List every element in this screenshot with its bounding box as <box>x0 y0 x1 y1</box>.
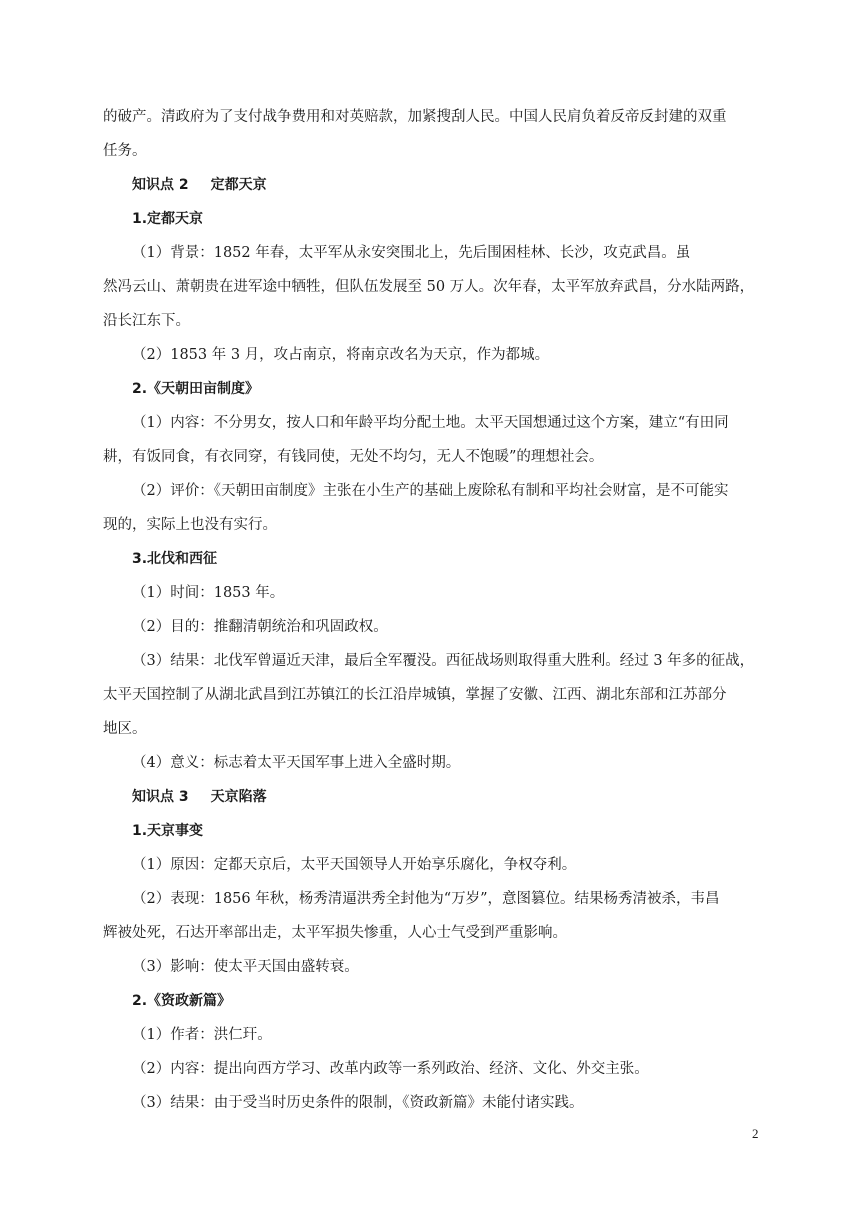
text-line: （3）结果：由于受当时历史条件的限制，《资政新篇》未能付诸实践。 <box>132 1095 584 1111</box>
knowledge-point-label: 知识点 3 <box>132 789 189 805</box>
text-line: （1）原因：定都天京后，太平天国领导人开始享乐腐化，争权夺利。 <box>132 857 577 873</box>
text-line: （1）背景：1852 年春，太平军从永安突围北上，先后围困桂林、长沙，攻克武昌。虽 <box>132 245 691 261</box>
text-line: 辉被处死，石达开率部出走，太平军损失惨重，人心士气受到严重影响。 <box>103 925 567 941</box>
knowledge-point-title: 定都天京 <box>210 177 267 193</box>
text-line: （2）内容：提出向西方学习、改革内政等一系列政治、经济、文化、外交主张。 <box>132 1061 649 1077</box>
knowledge-point-heading <box>103 780 758 814</box>
section-heading: 2.《天朝田亩制度》 <box>132 381 260 397</box>
text-line: 太平天国控制了从湖北武昌到江苏镇江的长江沿岸城镇，掌握了安徽、江西、湖北东部和江苏部分 <box>103 687 727 703</box>
text-line: 任务。 <box>103 143 147 159</box>
text-line: 然冯云山、萧朝贵在进军途中牺牲，但队伍发展至 50 万人。次年春，太平军放弃武昌，分水陆两路， <box>103 279 755 295</box>
section-heading: 1.天京事变 <box>132 823 204 839</box>
page-number: 2 <box>752 1126 759 1141</box>
section-heading: 2.《资政新篇》 <box>132 993 232 1009</box>
text-line: （2）1853 年 3 月，攻占南京，将南京改名为天京，作为都城。 <box>132 347 550 363</box>
text-line: 沿长江东下。 <box>103 313 190 329</box>
text-line: 的破产。清政府为了支付战争费用和对英赔款，加紧搜刮人民。中国人民肩负着反帝反封建的双重 <box>103 109 727 125</box>
text-line: （2）评价：《天朝田亩制度》主张在小生产的基础上废除私有制和平均社会财富，是不可能实 <box>132 483 729 499</box>
knowledge-point-heading <box>103 168 758 202</box>
text-line: （2）表现：1856 年秋，杨秀清逼洪秀全封他为“万岁”，意图篡位。结果杨秀清被杀，韦昌 <box>132 891 720 907</box>
text-line: 耕，有饭同食，有衣同穿，有钱同使，无处不均匀，无人不饱暖”的理想社会。 <box>103 449 604 465</box>
section-heading: 3.北伐和西征 <box>132 551 218 567</box>
text-line: （3）结果：北伐军曾逼近天津，最后全军覆没。西征战场则取得重大胜利。经过 3 年多的征战， <box>132 653 755 669</box>
knowledge-point-title: 天京陷落 <box>210 789 267 805</box>
text-line: 现的，实际上也没有实行。 <box>103 517 277 533</box>
section-heading: 1.定都天京 <box>132 211 204 227</box>
text-line: 地区。 <box>103 721 147 737</box>
text-line: （1）内容：不分男女，按人口和年龄平均分配土地。太平天国想通过这个方案，建立“有田同 <box>132 415 729 431</box>
text-line: （1）时间：1853 年。 <box>132 585 285 601</box>
text-line: （1）作者：洪仁玕。 <box>132 1027 272 1043</box>
text-line: （4）意义：标志着太平天国军事上进入全盛时期。 <box>132 755 461 771</box>
page-content <box>103 100 758 1120</box>
text-line: （3）影响：使太平天国由盛转衰。 <box>132 959 359 975</box>
text-line: （2）目的：推翻清朝统治和巩固政权。 <box>132 619 388 635</box>
knowledge-point-label: 知识点 2 <box>132 177 189 193</box>
